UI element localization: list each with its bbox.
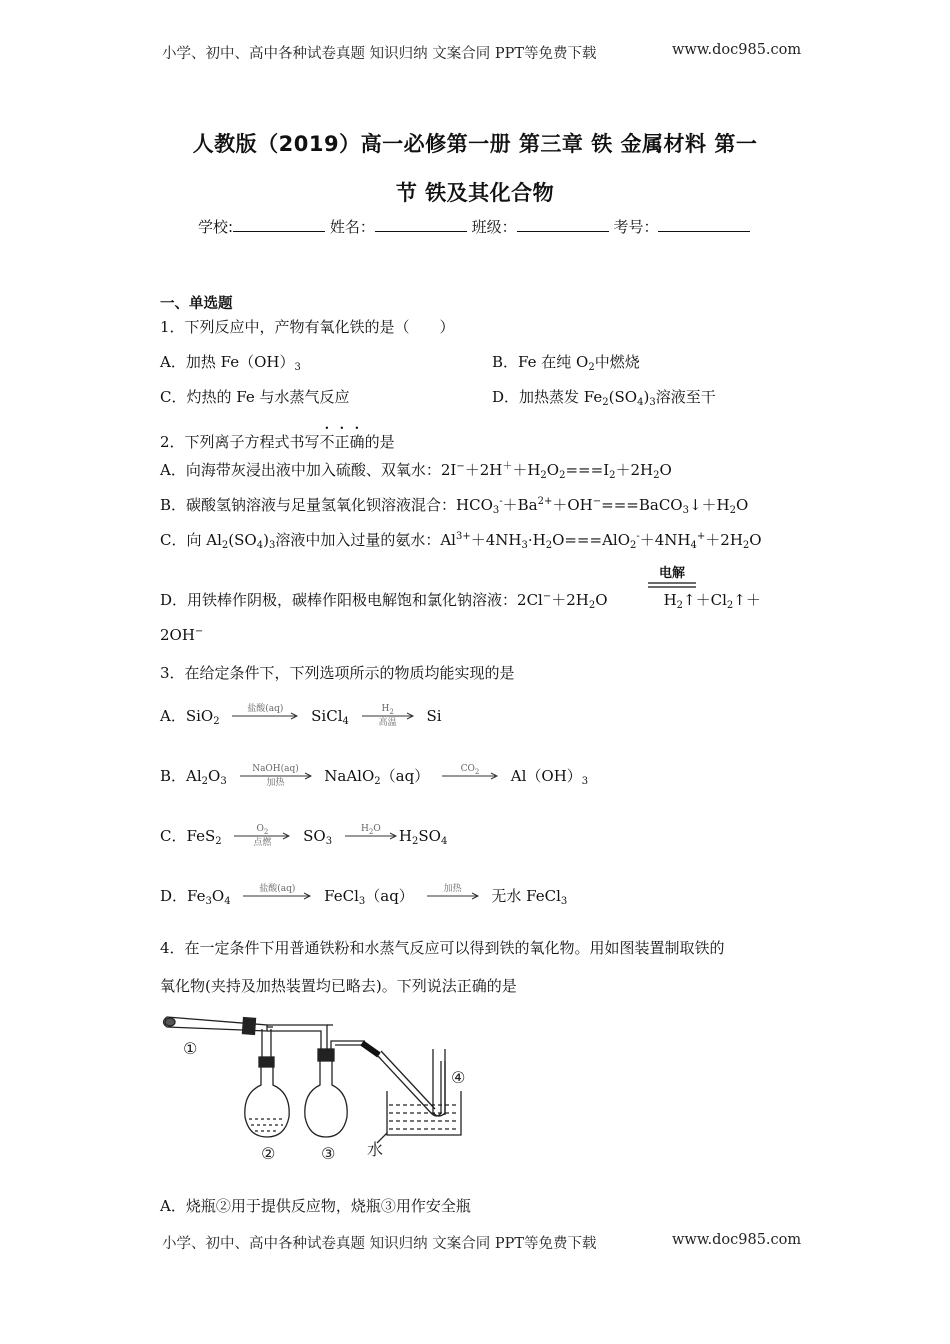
footer-url[interactable]: www.doc985.com [672,1232,802,1248]
q1-stem: 1．下列反应中，产物有氧化铁的是（ ） [160,318,455,336]
equilibrium-double-line [644,581,700,589]
q2-option-c[interactable]: C．向 $Al_2(SO_4)_3$溶液中加入过量的氨水：$Al^{3+}+4NH_3\cdot H_2O===AlO_2^-+4NH_4^++2H_2O$ [160,531,762,551]
label-2: ② [261,1144,276,1163]
page-title-line1: 人教版（2019）高一必修第一册 第三章 铁 金属材料 第一 [192,132,758,156]
label-water: 水 [367,1140,384,1159]
reaction-arrow: $O_2$ 点燃 [232,824,292,850]
reaction-arrow: $H_2O$ [343,824,399,850]
reaction-arrow: NaOH(aq) 加热 [238,764,314,790]
label-3: ③ [321,1144,336,1163]
header-text: 小学、初中、高中各种试卷真题 知识归纳 文案合同 PPT等免费下载 [162,46,597,62]
header-url[interactable]: www.doc985.com [672,42,802,58]
reaction-arrow: $CO_2$ [440,764,500,790]
exam-no-label: 考号： [613,218,659,236]
q1-option-c[interactable]: C．灼热的 Fe 与水蒸气反应 [160,388,350,406]
q2-option-a[interactable]: A．向海带灰浸出液中加入硫酸、双氧水：$2I^-+2H^++H_2O_2===I_2+2H_2O$ [160,461,672,481]
reaction-arrow: 加热 [425,884,481,910]
q4-stem-line1: 4．在一定条件下用普通铁粉和水蒸气反应可以得到铁的氧化物。用如图装置制取铁的 [160,939,725,957]
emphasis-dots: 不正确 [319,433,365,451]
q3-stem: 3．在给定条件下，下列选项所示的物质均能实现的是 [160,664,515,682]
school-blank[interactable] [233,217,325,232]
q2-option-d-cont: 2OH− [160,626,204,644]
q3-option-a[interactable]: A．SiO$_2$ 盐酸(aq) SiCl$_4$ $H_2$ 高温 Si [160,704,442,728]
reaction-arrow: $H_2$ 高温 [360,704,416,730]
page-title-line2: 节 铁及其化合物 [395,181,555,205]
q3-option-c[interactable]: C．FeS$_2$ $O_2$ 点燃 $SO_3$ $H_2O$ $H_2SO_4$ [160,824,448,848]
label-4: ④ [451,1068,466,1087]
q1-option-b[interactable]: B．Fe 在纯 $O_2$中燃烧 [492,353,640,373]
student-info [198,216,750,237]
name-label: 姓名： [329,218,375,236]
q4-stem-line2: 氧化物(夹持及加热装置均已略去)。下列说法正确的是 [160,977,517,995]
apparatus-diagram [155,1005,495,1167]
reaction-arrow: 盐酸(aq) [230,704,300,730]
q3-option-d[interactable]: D．$Fe_3O_4$ 盐酸(aq) FeCl$_3$（aq） 加热 无水 FeCl$_3$ [160,884,567,910]
q1-option-a[interactable]: A．加热 $Fe(OH)_3$ [160,353,301,373]
exam-no-blank[interactable] [658,217,750,232]
school-label: 学校: [198,218,234,236]
name-blank[interactable] [375,217,467,232]
section-heading: 一、单选题 [160,296,233,312]
q4-option-a[interactable]: A．烧瓶②用于提供反应物，烧瓶③用作安全瓶 [160,1197,471,1215]
class-label: 班级： [471,218,517,236]
footer-text: 小学、初中、高中各种试卷真题 知识归纳 文案合同 PPT等免费下载 [162,1236,597,1252]
q3-option-b[interactable]: B．$Al_2O_3$ NaOH(aq) 加热 NaAlO$_2$（aq） $CO_2$ $Al(OH)_3$ [160,764,589,788]
reaction-arrow: 盐酸(aq) [241,884,313,910]
label-1: ① [183,1039,198,1058]
q2-stem: 2．下列离子方程式书写不正确的是 [160,433,395,451]
class-blank[interactable] [517,217,609,232]
q1-option-d[interactable]: D．加热蒸发 $Fe_2(SO_4)_3$溶液至干 [492,388,716,408]
q2-option-b[interactable]: B．碳酸氢钠溶液与足量氢氧化钡溶液混合：$HCO_3^-+Ba^{2+}+OH^-===BaCO_3↓+H_2O$ [160,496,749,516]
q2-option-d[interactable]: D．用铁棒作阴极，碳棒作阳极电解饱和氯化钠溶液：$2Cl^-+2H_2O$ $H_2↑+Cl_2↑+$ [160,591,761,611]
electrolysis-condition: 电解 [644,562,700,589]
